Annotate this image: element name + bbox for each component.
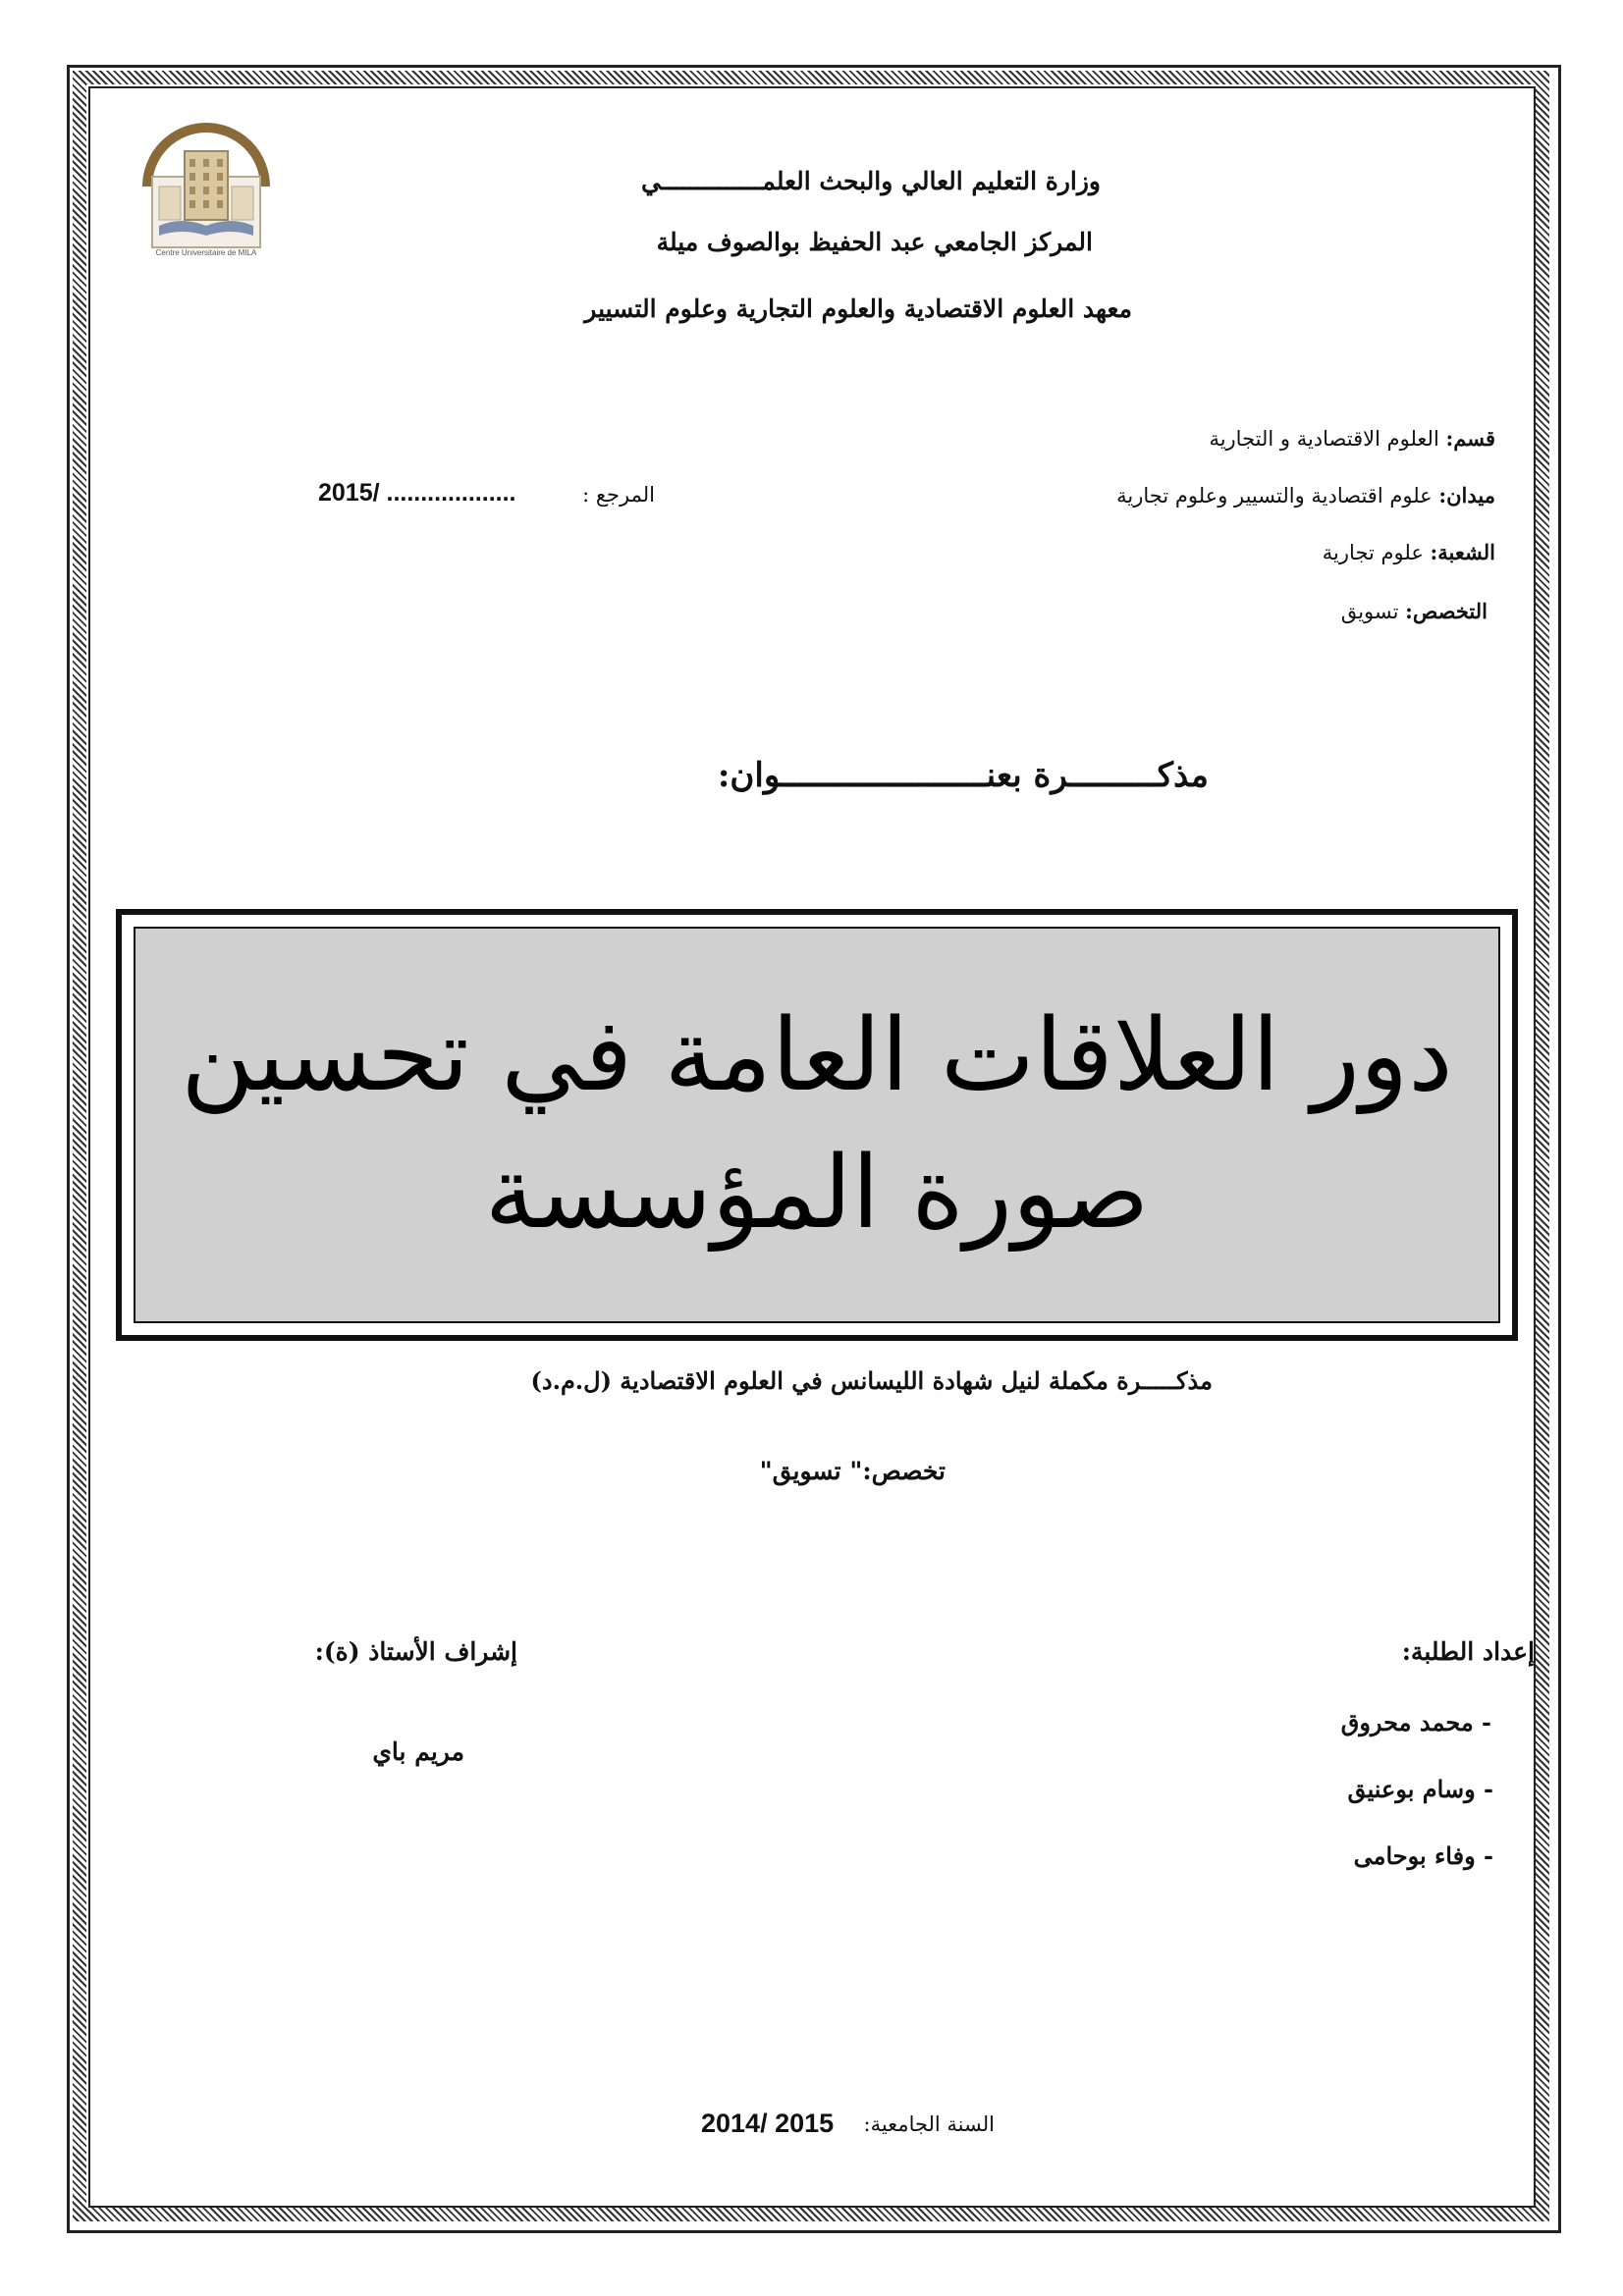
university-logo (137, 118, 275, 260)
ministry-name: وزارة التعليم العالي والبحث العلمــــــــــــــي (641, 167, 1101, 195)
title-line-1: دور العلاقات العامة في تحسين (181, 997, 1453, 1114)
supervisor-label: إشراف الأستاذ (ة): (314, 1637, 517, 1666)
university-name: المركز الجامعي عبد الحفيظ بوالصوف ميلة (656, 228, 1093, 256)
branch-line (1323, 540, 1495, 564)
specialty-line (1341, 599, 1488, 623)
student-name: - وسام بوعنيق (1347, 1775, 1493, 1803)
field-value: علوم اقتصادية والتسيير وعلوم تجارية (1116, 484, 1433, 507)
memo-heading: مذكـــــــــرة بعنـــــــــــــــــــــوان: (717, 756, 1209, 795)
title-panel (134, 927, 1500, 1323)
student-name: - وفاء بوحامى (1353, 1842, 1493, 1870)
specialty-label: التخصص: (1405, 599, 1488, 623)
branch-value: علوم تجارية (1322, 541, 1424, 564)
department-value: العلوم الاقتصادية و التجارية (1209, 427, 1439, 451)
reference-value: 2015/ ................... (318, 479, 516, 507)
department-label: قسم: (1445, 426, 1495, 451)
specialty-value: تسويق (1340, 600, 1399, 623)
title-box (116, 909, 1518, 1341)
field-line (1116, 483, 1495, 507)
reference-label: المرجع : (582, 483, 655, 507)
branch-label: الشعبة: (1430, 540, 1495, 564)
specialization: تخصص:" تسويق" (759, 1457, 946, 1485)
supervisor-name: مريم باي (372, 1737, 464, 1766)
student-name: - محمد محروق (1340, 1708, 1491, 1736)
field-label: ميدان: (1438, 483, 1495, 507)
department-line (1209, 426, 1495, 451)
logo-caption: Centre Universitaire de MILA (155, 248, 257, 257)
degree-subtitle: مذكـــــرة مكملة لنيل شهادة الليسانس في العلوم الاقتصادية (ل.م.د) (530, 1366, 1213, 1395)
academic-year-value: 2014/ 2015 (701, 2109, 835, 2138)
institute-name: معهد العلوم الاقتصادية والعلوم التجارية وعلوم التسيير (584, 294, 1132, 323)
academic-year-label: السنة الجامعية: (863, 2112, 995, 2136)
title-line-2: صورة المؤسسة (484, 1135, 1150, 1252)
students-label: إعداد الطلبة: (1401, 1637, 1535, 1666)
